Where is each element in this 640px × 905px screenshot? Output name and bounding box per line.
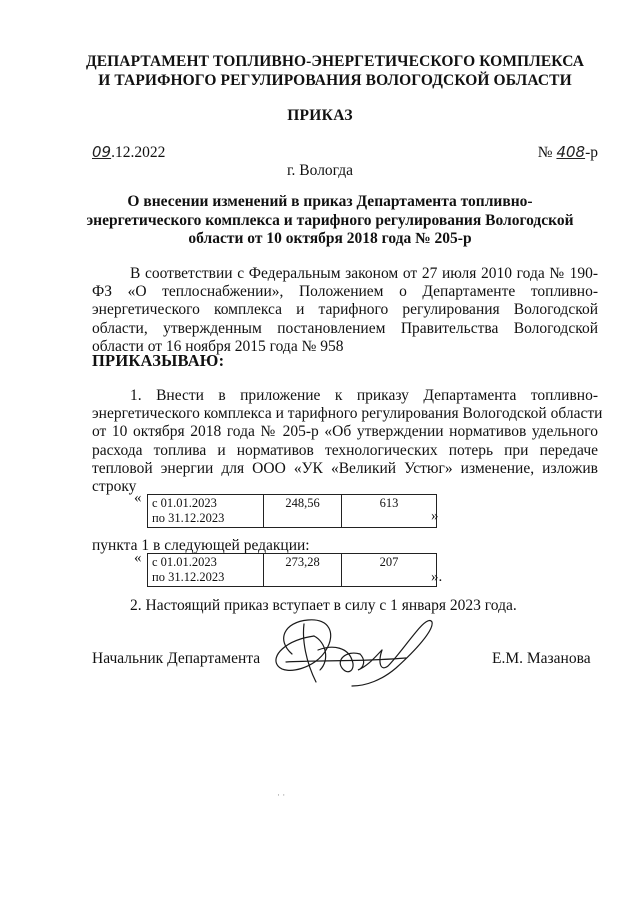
item-1-line: расхода топлива и нормативов технологических потерь при передаче [92,441,598,459]
item-1-line: тепловой энергии для ООО «УК «Великий Устюг» изменение, изложив [92,459,598,477]
subject-line: энергетического комплекса и тарифного регулирования Вологодской [86,211,574,229]
period-cell [148,495,264,528]
department-header [40,52,630,90]
number-suffix: -р [585,144,598,161]
preamble-line: В соответствии с Федеральным законом от 27 июля 2010 года № 190- [130,265,598,282]
document-number [538,143,598,162]
quote-close-final: ». [431,569,443,585]
item-1-line: 1. Внести в приложение к приказу Департамента топливно- [130,387,598,404]
quote-open: « [134,490,142,506]
period-to: по 31.12.2023 [152,511,225,525]
period-cell [148,554,264,587]
signature-drawing [256,610,446,690]
number-handwritten: 408 [556,143,586,161]
period-from: с 01.01.2023 [152,555,217,569]
handwritten-signature [256,610,446,695]
preamble-line: энергетического комплекса и тарифного регулирования Вологодской [92,301,598,319]
document-title: ПРИКАЗ [287,107,353,124]
date-day-handwritten: 09 [92,143,112,161]
signatory-name: Е.М. Мазанова [492,650,591,667]
quote-open: « [134,550,142,566]
item-2-text: 2. Настоящий приказ вступает в силу с 1 января 2023 года. [130,597,517,614]
document-city: г. Вологда [286,162,354,179]
number-prefix: № [537,144,557,161]
date-rest: .12.2022 [111,144,166,161]
period-to: по 31.12.2023 [152,570,225,584]
table-row [148,554,437,587]
value-1-cell: 248,56 [264,495,342,528]
order-word: ПРИКАЗЫВАЮ: [92,351,225,370]
preamble-line: области, утвержденным постановлением Правительства Вологодской [92,319,598,337]
period-from: с 01.01.2023 [152,496,217,510]
item-1-line: энергетического комплекса и тарифного регулирования Вологодской области [92,405,603,423]
value-2-cell: 207 [342,554,437,587]
preamble-line: ФЗ «О теплоснабжении», Положением о Департаменте топливно- [92,283,598,301]
signatory-title: Начальник Департамента [92,650,261,667]
preamble-line: области от 16 ноября 2015 года № 958 [92,337,344,355]
item-1-line: от 10 октября 2018 года № 205-р «Об утверждении нормативов удельного [92,423,598,441]
new-row-table [147,553,437,587]
document-subject [80,193,580,249]
value-2-cell: 613 [342,495,437,528]
item-1-line: строку [92,477,137,495]
document-date [92,143,165,162]
item-1-paragraph [92,387,603,496]
table-row [148,495,437,528]
department-line-2: И ТАРИФНОГО РЕГУЛИРОВАНИЯ ВОЛОГОДСКОЙ ОБЛАСТИ [98,72,572,89]
value-1-cell: 273,28 [264,554,342,587]
preamble-paragraph [92,265,598,356]
subject-line: области от 10 октября 2018 года № 205-р [188,230,472,247]
scan-speck: · · [277,790,286,800]
after-table-text: пункта 1 в следующей редакции: [92,537,310,554]
department-line-1: ДЕПАРТАМЕНТ ТОПЛИВНО-ЭНЕРГЕТИЧЕСКОГО КОМПЛЕКСА [85,53,585,70]
subject-line: О внесении изменений в приказ Департамента топливно- [127,193,533,210]
quote-close: » [431,508,439,524]
old-row-table [147,494,437,528]
